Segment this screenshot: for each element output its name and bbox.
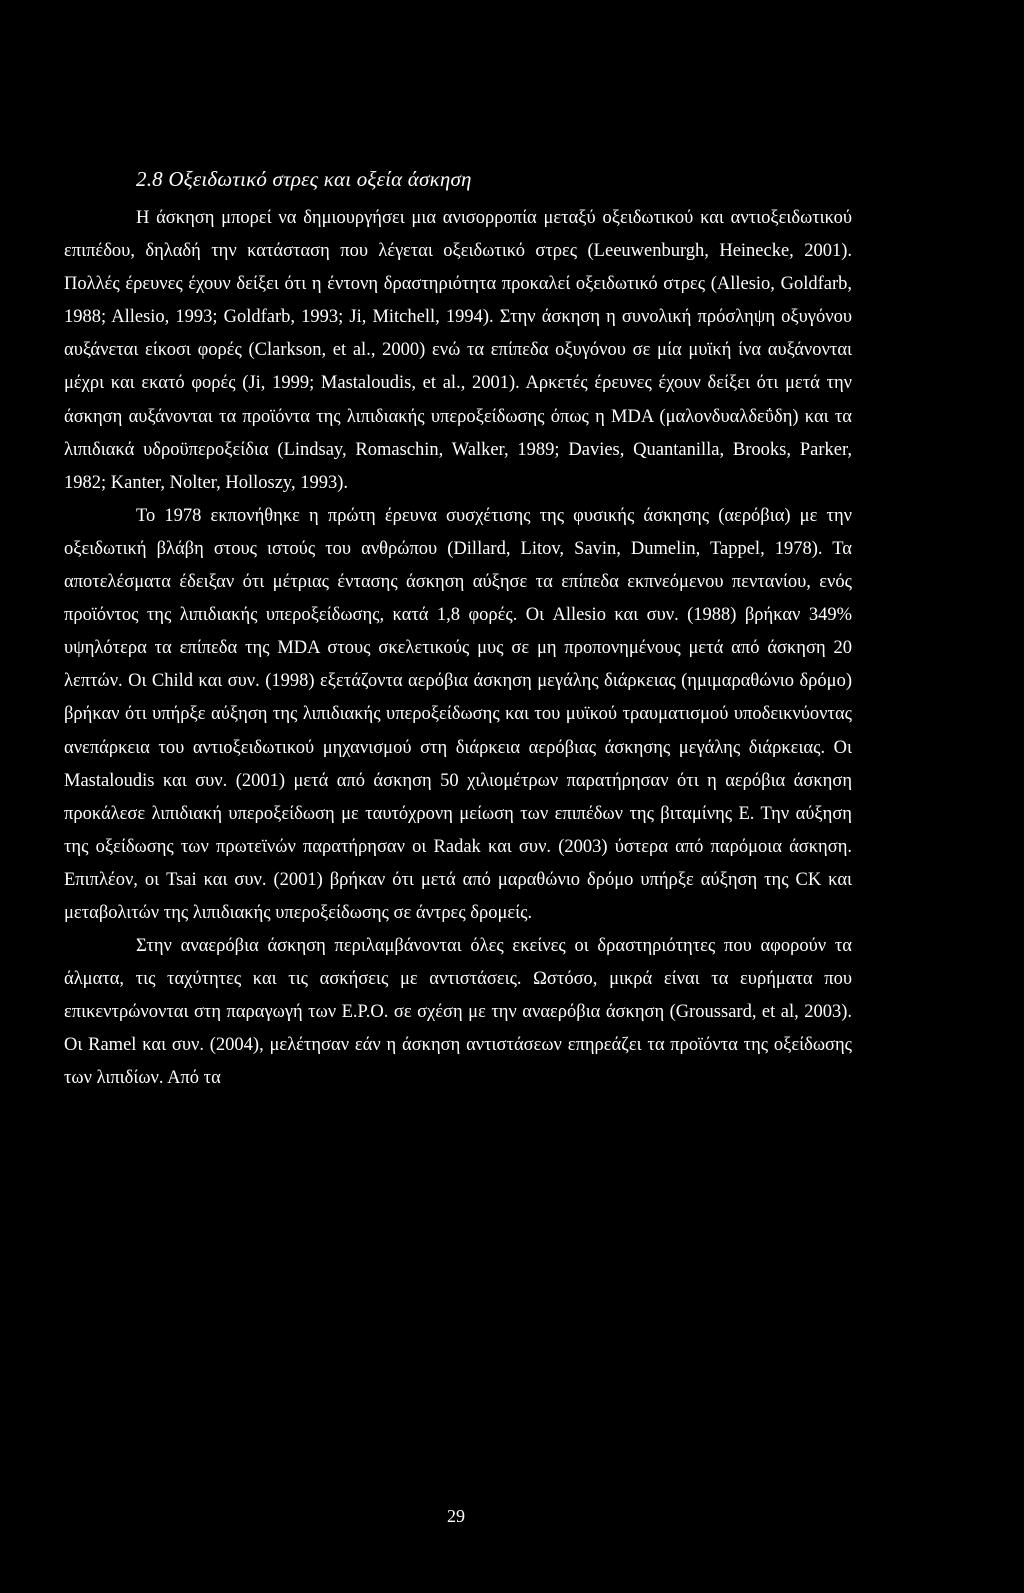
section-title: Οξειδωτικό στρες και οξεία άσκηση	[168, 167, 472, 191]
section-number: 2.8	[136, 167, 163, 191]
page-number: 29	[447, 1506, 465, 1526]
body-paragraph-2: Το 1978 εκπονήθηκε η πρώτη έρευνα συσχέτισης της φυσικής άσκησης (αερόβια) με την οξειδωτική βλάβη στους ιστούς του ανθρώπου (Dillard, Litov, Savin, Dumelin, Tappel, 1978). Τα αποτελέσματα έδειξαν ότι μέτριας έντασης άσκηση αύξησε τα επίπεδα εκπνεόμενου πεντανίου, ενός προϊόντος της λιπιδιακής υπεροξείδωσης, κατά 1,8 φορές. Οι Allesio και συν. (1988) βρήκαν 349% υψηλότερα τα επίπεδα της MDA στους σκελετικούς μυς σε μη προπονημένους μετά από άσκηση 20 λεπτών. Οι Child και συν. (1998) εξετάζοντα αερόβια άσκηση μεγάλης διάρκειας (ημιμαραθώνιο δρόμο) βρήκαν ότι υπήρξε αύξηση της λιπιδιακής υπεροξείδωσης και του μυϊκού τραυματισμού υποδεικνύοντας ανεπάρκεια του αντιοξειδωτικού μηχανισμού στη διάρκεια αερόβιας άσκησης μεγάλης διάρκειας. Οι Mastaloudis και συν. (2001) μετά από άσκηση 50 χιλιομέτρων παρατήρησαν ότι η αερόβια άσκηση προκάλεσε λιπιδιακή υπεροξείδωση με ταυτόχρονη μείωση των επιπέδων της βιταμίνης Ε. Την αύξηση της οξείδωσης των πρωτεϊνών παρατήρησαν οι Radak και συν. (2003) ύστερα από παρόμοια άσκηση. Επιπλέον, οι Tsai και συν. (2001) βρήκαν ότι μετά από μαραθώνιο δρόμο υπήρξε αύξηση της CK και μεταβολιτών της λιπιδιακής υπεροξείδωσης σε άντρες δρομείς.	[64, 505, 852, 923]
document-page	[64, 165, 852, 1096]
body-paragraph-3: Στην αναερόβια άσκηση περιλαμβάνονται όλες εκείνες οι δραστηριότητες που αφορούν τα άλματα, τις ταχύτητες και τις ασκήσεις με αντιστάσεις. Ωστόσο, μικρά είναι τα ευρήματα που επικεντρώνονται στη παραγωγή των Ε.Ρ.Ο. σε σχέση με την αναερόβια άσκηση (Groussard, et al, 2003). Οι Ramel και συν. (2004), μελέτησαν εάν η άσκηση αντιστάσεων επηρεάζει τα προϊόντα της οξείδωσης των λιπιδίων. Από τα	[64, 936, 852, 1089]
body-paragraph-1: Η άσκηση μπορεί να δημιουργήσει μια ανισορροπία μεταξύ οξειδωτικού και αντιοξειδωτικού επιπέδου, δηλαδή την κατάσταση που λέγεται οξειδωτικό στρες (Leeuwenburgh, Heinecke, 2001). Πολλές έρευνες έχουν δείξει ότι η έντονη δραστηριότητα προκαλεί οξειδωτικό στρες (Allesio, Goldfarb, 1988; Allesio, 1993; Goldfarb, 1993; Ji, Mitchell, 1994). Στην άσκηση η συνολική πρόσληψη οξυγόνου αυξάνεται είκοσι φορές (Clarkson, et al., 2000) ενώ τα επίπεδα οξυγόνου σε μία μυϊκή ίνα αυξάνονται μέχρι και εκατό φορές (Ji, 1999; Mastaloudis, et al., 2001). Αρκετές έρευνες έχουν δείξει ότι μετά την άσκηση αυξάνονται τα προϊόντα της λιπιδιακής υπεροξείδωσης όπως η MDA (μαλονδυαλδεΰδη) και τα λιπιδιακά υδροϋπεροξείδια (Lindsay, Romaschin, Walker, 1989; Davies, Quantanilla, Brooks, Parker, 1982; Kanter, Nolter, Holloszy, 1993).	[64, 208, 852, 493]
section-heading	[64, 165, 852, 193]
